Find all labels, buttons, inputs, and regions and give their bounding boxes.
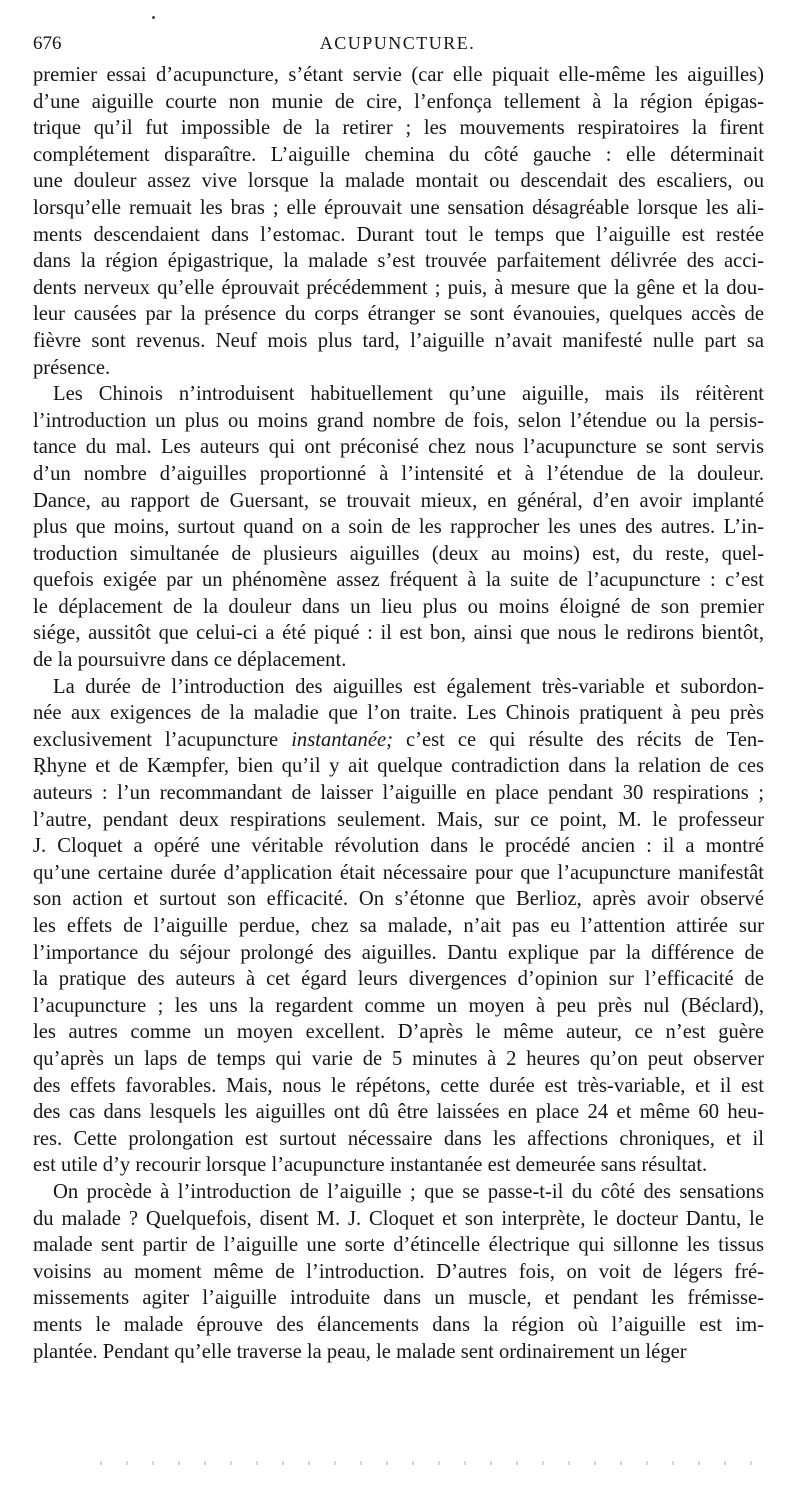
text-line: dents nerveux qu’elle éprouvait précédemment ; puis, à mesure que la gêne et la dou- (33, 276, 764, 299)
text-line: l’acupuncture ; les uns la regardent comme un moyen à peu près nul (Béclard), (33, 994, 764, 1017)
text-line: qu’après un laps de temps qui varie de 5 minutes à 2 heures qu’on peut observer (33, 1047, 764, 1070)
text-line: les autres comme un moyen excellent. D’après le même auteur, ce n’est guère (33, 1021, 764, 1044)
text-line: une douleur assez vive lorsque la malade montait ou descendait des escaliers, ou (33, 170, 764, 193)
page-number: 676 (33, 33, 62, 54)
text-line: troduction simultanée de plusieurs aiguilles (deux au moins) est, du reste, quel- (33, 542, 764, 565)
text-line: des cas dans lesquels les aiguilles ont dû être laissées en place 24 et même 60 heu- (33, 1101, 764, 1124)
text-line: l’importance du séjour prolongé des aiguilles. Dantu explique par la différence de (33, 941, 764, 964)
text-line: malade sent partir de l’aiguille une sorte d’étincelle électrique qui sillonne les tissus (33, 1234, 764, 1257)
text-line: On procède à l’introduction de l’aiguille ; que se passe-t-il du côté des sensations (53, 1180, 764, 1203)
text-line: née aux exigences de la maladie que l’on traite. Les Chinois pratiquent à peu près (33, 702, 764, 725)
text-line: trique qu’il fut impossible de la retirer ; les mouvements respiratoires la firent (33, 117, 764, 140)
text-line: ments descendaient dans l’estomac. Durant tout le temps que l’aiguille est restée (33, 223, 764, 246)
text-line: Les Chinois n’introduisent habituellement qu’une aiguille, mais ils réitèrent (53, 383, 764, 406)
text-line: ments le malade éprouve des élancements dans la région où l’aiguille est im- (33, 1313, 764, 1336)
text-line: dans la région épigastrique, la malade s’est trouvée parfaitement délivrée des acci- (33, 250, 764, 273)
text-line: plus que moins, surtout quand on a soin de les rapprocher les unes des autres. L’in- (33, 516, 764, 539)
bottom-scan-artifact (100, 1461, 760, 1465)
text-line: exclusivement l’acupuncture instantanée; c’est ce qui résulte des récits de Ten- (33, 728, 765, 751)
body-text (33, 62, 764, 1365)
text-line: l’autre, pendant deux respirations seulement. Mais, sur ce point, M. le professeur (33, 808, 764, 831)
text-line: de la poursuivre dans ce déplacement. (33, 649, 347, 672)
text-line: Rhyne et de Kæmpfer, bien qu’il y ait quelque contradiction dans la relation de ces (33, 755, 764, 778)
text-line: le déplacement de la douleur dans un lieu plus ou moins éloigné de son premier (33, 595, 764, 618)
text-line: La durée de l’introduction des aiguilles est également très-variable et subordon- (53, 675, 764, 698)
paragraph (33, 1179, 764, 1365)
text-line: tance du mal. Les auteurs qui ont préconisé chez nous l’acupuncture se sont servis (33, 436, 764, 459)
ink-speck (152, 16, 155, 19)
text-line: J. Cloquet a opéré une véritable révolution dans le procédé ancien : il a montré (33, 835, 764, 858)
paragraph (33, 674, 764, 1179)
text-line: des effets favorables. Mais, nous le répétons, cette durée est très-variable, et il est (33, 1074, 764, 1097)
text-line: présence. (33, 356, 111, 379)
text-line: quefois exigée par un phénomène assez fréquent à la suite de l’acupuncture : c’est (33, 569, 764, 592)
text-line: auteurs : l’un recommandant de laisser l’aiguille en place pendant 30 respirations ; (33, 782, 764, 805)
text-line: plantée. Pendant qu’elle traverse la peau, le malade sent ordinairement un léger (33, 1340, 687, 1363)
text-line: d’une aiguille courte non munie de cire, l’enfonça tellement à la région épigas- (33, 90, 764, 113)
paragraph (33, 62, 764, 381)
text-line: fièvre sont revenus. Neuf mois plus tard, l’aiguille n’avait manifesté nulle part sa (33, 329, 764, 352)
text-line: Dance, au rapport de Guersant, se trouvait mieux, en général, d’en avoir implanté (33, 489, 764, 512)
text-line: leur causées par la présence du corps étranger se sont évanouies, quelques accès de (33, 303, 764, 326)
text-line: l’introduction un plus ou moins grand nombre de fois, selon l’étendue ou la persis- (33, 409, 764, 432)
text-line: lorsqu’elle remuait les bras ; elle éprouvait une sensation désagréable lorsque les ali- (33, 196, 764, 219)
text-line: missements agiter l’aiguille introduite dans un muscle, et pendant les frémisse- (33, 1287, 764, 1310)
text-line: premier essai d’acupuncture, s’étant servie (car elle piquait elle-même les aiguilles) (33, 64, 764, 86)
paragraph (33, 381, 764, 674)
text-line: complétement disparaître. L’aiguille chemina du côté gauche : elle déterminait (33, 143, 764, 166)
text-line: qu’une certaine durée d’application était nécessaire pour que l’acupuncture manifestât (33, 861, 764, 884)
text-line: voisins au moment même de l’introduction. D’autres fois, on voit de légers fré- (33, 1260, 764, 1283)
text-line: son action et surtout son efficacité. On s’étonne que Berlioz, après avoir observé (33, 888, 764, 911)
text-line: la pratique des auteurs à cet égard leurs divergences d’opinion sur l’efficacité de (33, 968, 764, 991)
text-line: siége, aussitôt que celui-ci a été piqué : il est bon, ainsi que nous le redirons bientôt, (33, 622, 764, 645)
text-line: les effets de l’aiguille perdue, chez sa malade, n’ait pas eu l’attention attirée sur (33, 915, 764, 937)
text-line: du malade ? Quelquefois, disent M. J. Cloquet et son interprète, le docteur Dantu, le (33, 1207, 764, 1230)
text-line: res. Cette prolongation est surtout nécessaire dans les affections chroniques, et il (33, 1127, 764, 1150)
running-head: ACUPUNCTURE. (319, 33, 476, 53)
page-header (33, 33, 762, 59)
text-line: est utile d’y recourir lorsque l’acupuncture instantanée est demeurée sans résultat. (33, 1154, 708, 1177)
text-line: d’un nombre d’aiguilles proportionné à l’intensité et à l’étendue de la douleur. (33, 462, 764, 485)
emphasis: instantanée; (291, 728, 393, 751)
